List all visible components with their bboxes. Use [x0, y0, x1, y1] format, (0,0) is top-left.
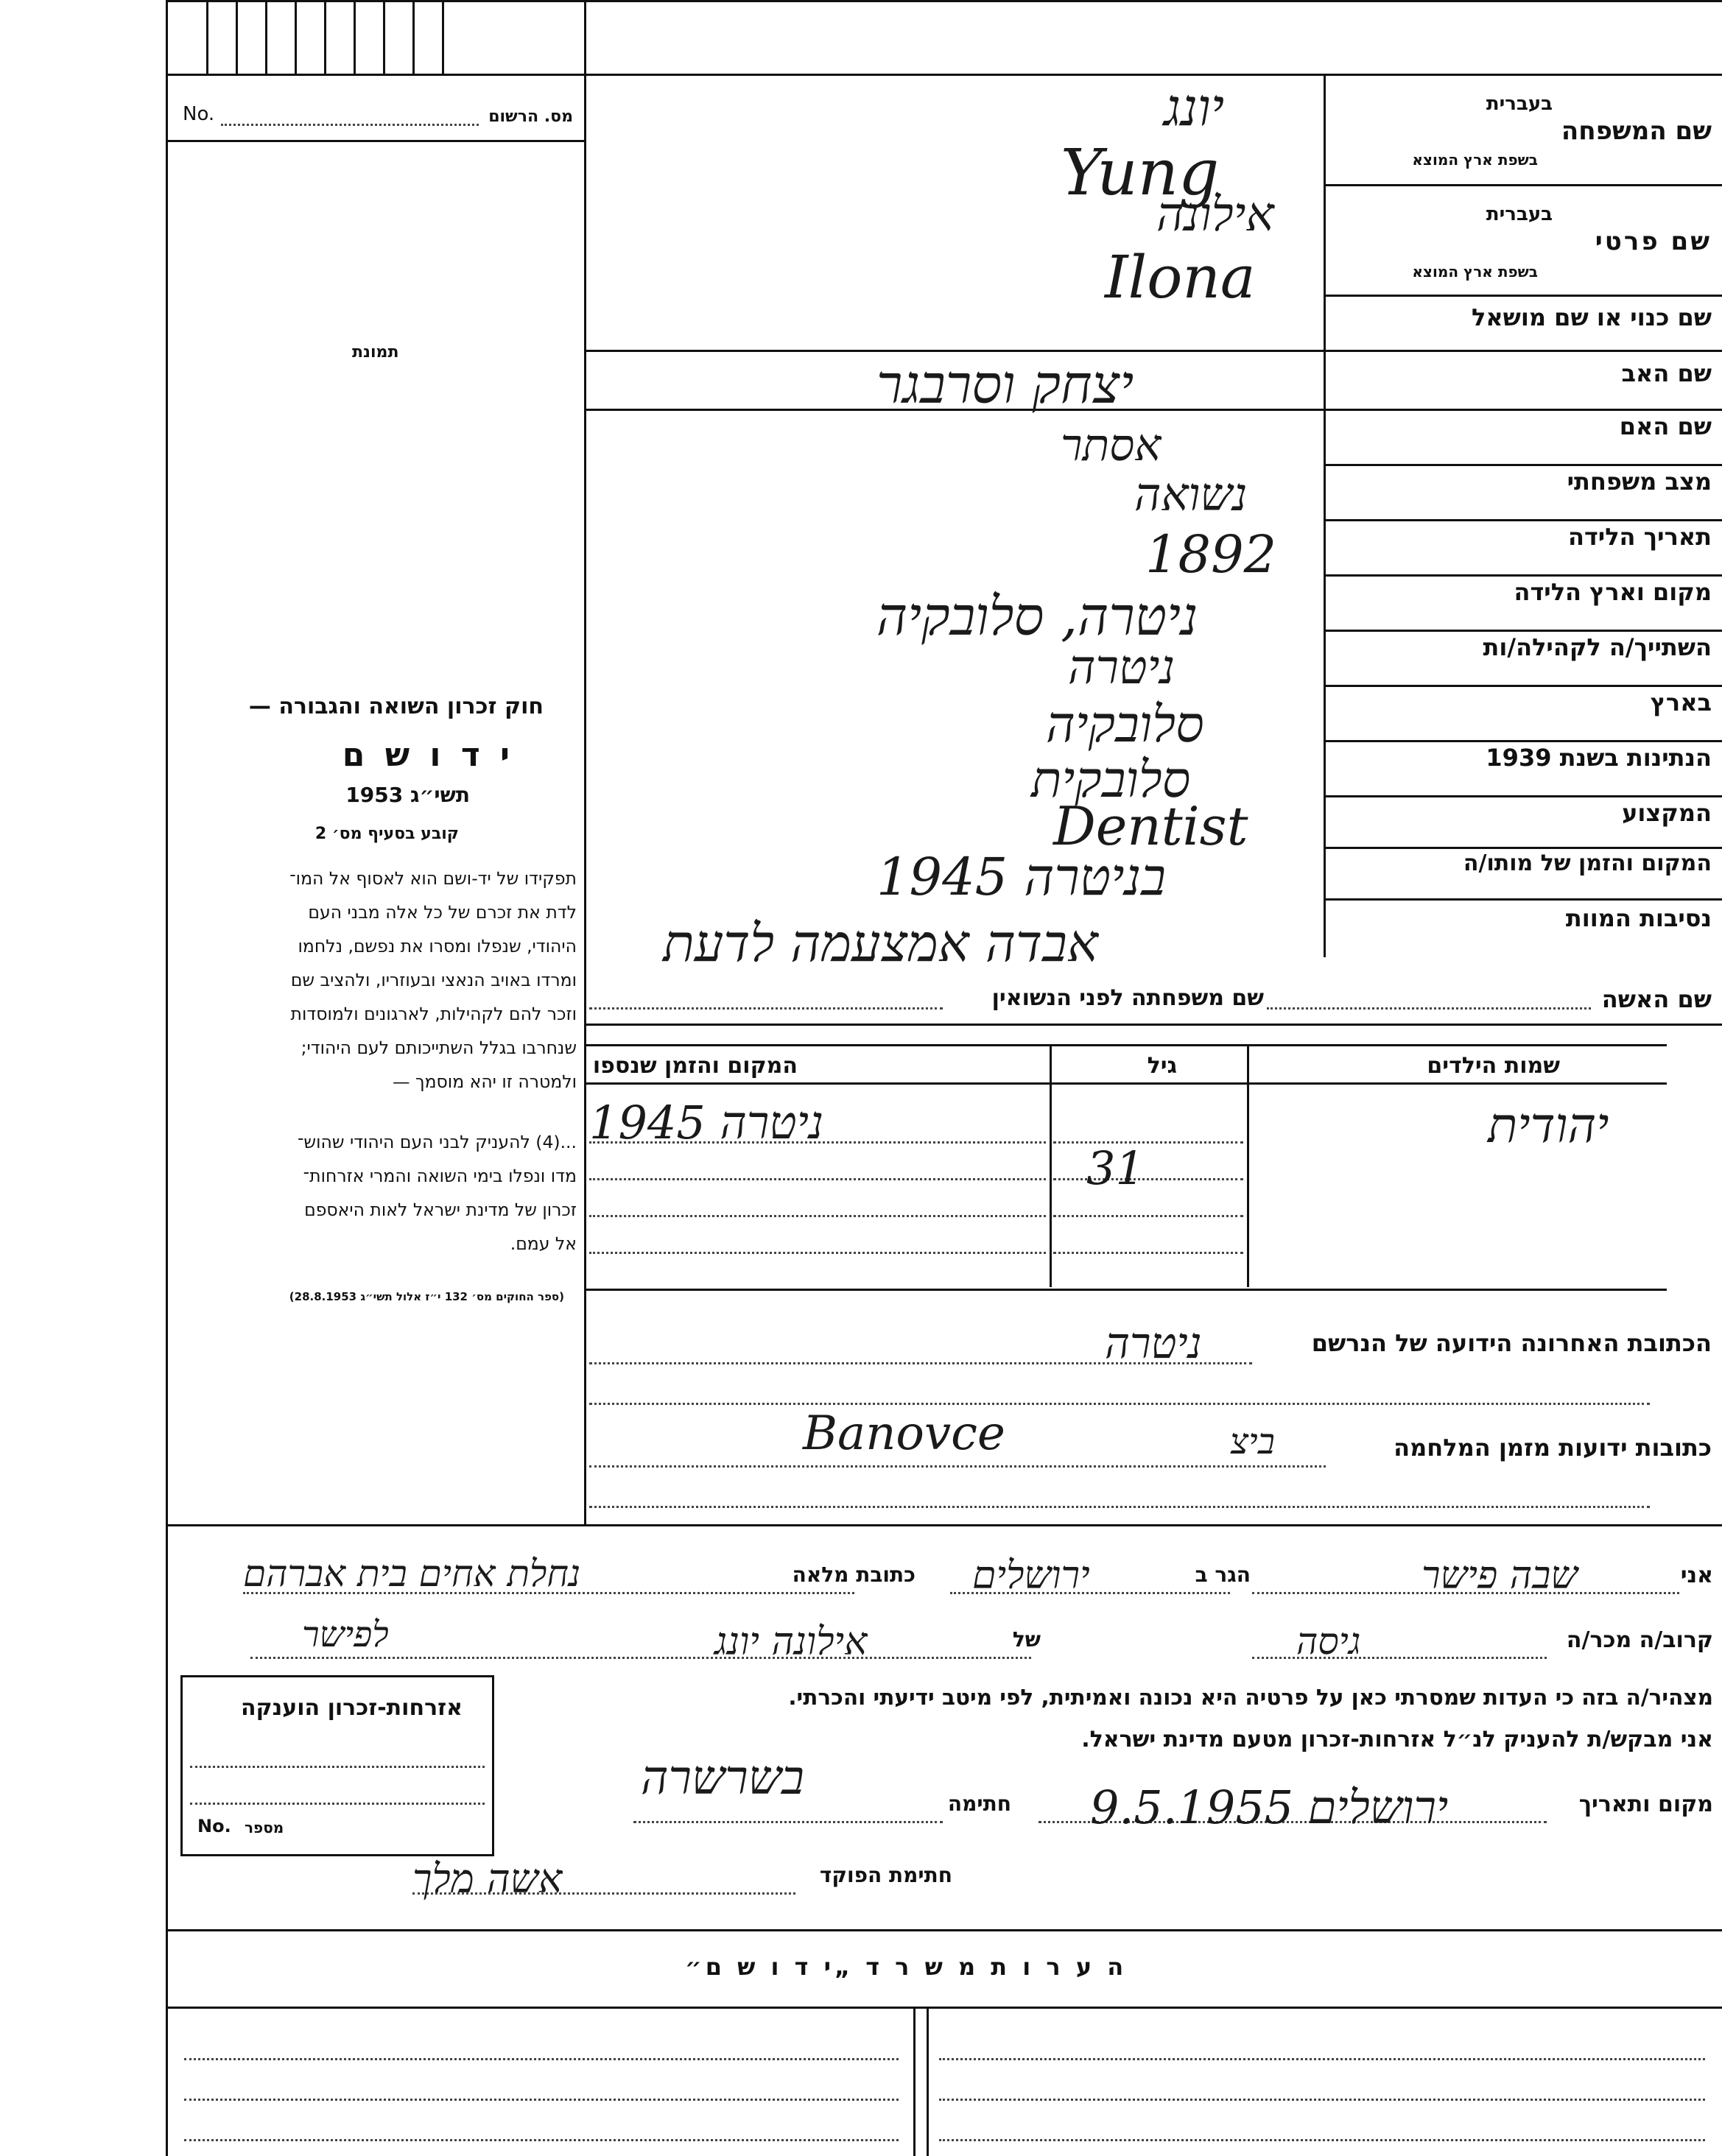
hw-relative-of: אילונה יונג	[714, 1620, 868, 1664]
label-death-place-time: המקום והזמן של מותו/ה	[1463, 850, 1712, 876]
hw-decl-city: ירושלים	[972, 1554, 1090, 1598]
remarks-line	[184, 2139, 899, 2141]
law-line: אל עמם.	[510, 1233, 577, 1254]
maiden-field[interactable]	[589, 1007, 943, 1010]
table-dotted	[1053, 1252, 1243, 1254]
table-dotted	[589, 1215, 1046, 1217]
hw-suffix: לפישר	[302, 1614, 389, 1655]
law-line: ומרדו באויב הנאצי ובעוזריו, ולהציב שם	[290, 970, 577, 990]
top-border	[166, 0, 1722, 2]
in-hebrew-2: בעברית	[1486, 203, 1553, 225]
signature-field[interactable]	[633, 1821, 943, 1823]
remarks-divider	[927, 2007, 929, 2156]
table-dotted	[589, 1252, 1046, 1254]
label-nickname: שם כנוי או שם מושאל	[1471, 303, 1712, 331]
label-children: שמות הילדים	[1427, 1053, 1560, 1079]
table-dotted	[1053, 1178, 1243, 1180]
label-first-name: שם פרטי	[1595, 227, 1712, 256]
hw-profession: Dentist	[1053, 795, 1248, 857]
law-section: קובע בסעיף מס׳ 2	[314, 825, 459, 843]
remarks-top	[166, 2007, 1722, 2009]
hw-war-address-orig: Banovce	[803, 1406, 1005, 1461]
address-line	[589, 1403, 1650, 1405]
label-birth-place: מקום וארץ הלידה	[1514, 578, 1712, 606]
hw-death: 1945 בניטרה	[876, 847, 1166, 907]
citizenship-no: No.	[197, 1816, 231, 1836]
label-nationality: הנתינות בשנת 1939	[1486, 744, 1712, 772]
label-maiden: שם משפחתה לפני הנשואין	[991, 985, 1264, 1011]
remarks-line	[939, 2058, 1705, 2060]
photo-label: תמונת	[352, 343, 399, 362]
hw-child-perished: 1945 ניטרה	[589, 1096, 824, 1149]
law-line: שנחרבו בגלל השתייכותם לעם היהודי;	[301, 1038, 577, 1058]
law-title: חוק זכרון השואה והגבורה —	[248, 694, 544, 719]
field-label-divider	[1324, 74, 1326, 957]
origin-lang-1: בשפת ארץ המוצא	[1412, 151, 1538, 169]
row-line	[1324, 295, 1722, 297]
address-line	[589, 1506, 1650, 1508]
hw-decl-addr: נחלת אחים בית אברהם	[243, 1552, 581, 1595]
row-line	[1324, 574, 1722, 577]
decl-line-4: אני מבקש/ת להעניק לנ״ל אזרחות-זכרון מטעם מדינת ישראל.	[1081, 1727, 1713, 1752]
relative-of-field[interactable]	[250, 1657, 1031, 1659]
law-para-1	[175, 862, 577, 1099]
citizenship-line	[190, 1766, 485, 1768]
hw-death-circ: אבדה אמצעמה לדעת	[663, 913, 1098, 973]
citizenship-title: אזרחות-זכרון הוענקה	[240, 1695, 463, 1721]
law-line: ...(4) להעניק לבני העם היהודי שהוש־	[297, 1132, 577, 1152]
hw-nationality: סלובקית	[1031, 751, 1191, 809]
grid-cell-line	[412, 0, 415, 74]
decl-ani: אני	[1680, 1563, 1713, 1588]
label-war-addresses: כתובות ידועות מזמן המלחמה	[1394, 1434, 1712, 1462]
label-last-address: הכתובת האחרונה הידועה של הנרשם	[1311, 1329, 1712, 1357]
reg-no-field[interactable]	[221, 124, 479, 126]
law-line: לדת את זכרם של כל אלה מבני העם	[308, 902, 577, 923]
law-year: תשי״ג 1953	[345, 783, 470, 807]
hw-family-orig: Yung	[1061, 136, 1220, 210]
hw-father: יצחק וסרבגר	[876, 353, 1134, 415]
remarks-title: ה ע ר ו ת מ ש ר ד „י ד ו ש ם״	[685, 1953, 1128, 1981]
grid-cell-line	[442, 0, 444, 74]
citizenship-number-label: מספר	[245, 1819, 284, 1836]
section-divider	[166, 1929, 1722, 1931]
grid-cell-line	[236, 0, 238, 74]
law-line: מדו ונפלו בימי השואה והמרי אזרחות־	[303, 1166, 577, 1186]
table-dotted	[589, 1178, 1046, 1180]
law-line: וזכר להם לקהילות, לארגונים ולמוסדות	[290, 1004, 577, 1024]
top-grid-bottom	[166, 74, 1722, 76]
row-line	[1324, 795, 1722, 797]
label-wife: שם האשה	[1601, 985, 1712, 1013]
hw-child-age: 31	[1086, 1141, 1145, 1195]
table-row-line	[584, 1082, 1667, 1085]
law-line: היהודי, שנפלו ומסרו את נפשם, נלחמו	[298, 936, 577, 957]
hw-place-date: ירושלים 9.5.1955	[1090, 1780, 1449, 1834]
row-line	[584, 1024, 1722, 1026]
decl-work-addr: כתובת מלאה	[792, 1563, 916, 1587]
hw-marital: נשואה	[1134, 468, 1248, 521]
yadvashem-title: י ד ו ש ם	[342, 736, 514, 774]
table-dotted	[1053, 1215, 1243, 1217]
table-top	[584, 1044, 1667, 1046]
law-para-2	[175, 1125, 577, 1261]
in-hebrew-1: בעברית	[1486, 93, 1553, 115]
section-divider	[166, 1524, 1722, 1526]
hw-birth-year: 1892	[1145, 524, 1277, 585]
label-age: גיל	[1147, 1053, 1177, 1079]
handwriting-margin	[1324, 898, 1326, 957]
decl-officer: חתימת הפוקד	[819, 1863, 952, 1887]
decl-place-date: מקום ותאריך	[1578, 1792, 1713, 1817]
row-line	[1324, 898, 1722, 901]
row-line	[584, 350, 1722, 352]
citizenship-box	[180, 1675, 494, 1856]
row-line	[1324, 847, 1722, 849]
label-family-name: שם המשפחה	[1561, 116, 1712, 146]
label-marital: מצב משפחתי	[1567, 468, 1712, 496]
hw-community: ניטרה	[1068, 641, 1175, 695]
table-col	[1247, 1044, 1249, 1287]
table-bottom	[584, 1289, 1667, 1291]
wife-field[interactable]	[1267, 1007, 1591, 1010]
hw-family-he: יונג	[1164, 77, 1225, 138]
hw-country: סלובקיה	[1046, 696, 1204, 754]
law-line: זכרון של מדינת ישראל לאות היאספם	[304, 1199, 577, 1220]
decl-line-3: מצהיר/ה בזה כי העדות שמסרתי כאן על פרטיה היא נכונה ואמיתית, לפי מיטב ידיעתי והכרתי.	[788, 1685, 1713, 1710]
grid-cell-line	[354, 0, 356, 74]
row-line	[1324, 519, 1722, 521]
grid-cell-line	[206, 0, 208, 74]
table-col	[1050, 1044, 1052, 1287]
label-death-circ: נסיבות המוות	[1565, 904, 1712, 932]
hw-officer-sig: אשה מלך	[412, 1856, 563, 1902]
remarks-line	[184, 2058, 899, 2060]
law-line: תפקידו של יד-ושם הוא לאסוף אל המו־	[289, 868, 577, 889]
hw-first-orig: Ilona	[1105, 243, 1256, 311]
label-birth-date: תאריך הלידה	[1567, 523, 1712, 551]
hw-last-address: ניטרה	[1105, 1318, 1202, 1368]
law-footnote: (ספר החוקים מס׳ 132 י״ז אלול תשי״ג 28.8.1953)	[289, 1290, 564, 1303]
label-father: שם האב	[1621, 359, 1712, 387]
remarks-line	[184, 2099, 899, 2101]
grid-cell-line	[324, 0, 326, 74]
hw-birth-place: ניטרה, סלובקיה	[876, 585, 1198, 647]
citizenship-line	[190, 1803, 485, 1805]
center-divider	[584, 0, 586, 1524]
hw-mother: אסתר	[1061, 420, 1162, 471]
label-mother: שם האם	[1619, 412, 1712, 440]
row-line	[1324, 630, 1722, 632]
grid-cell-line	[265, 0, 267, 74]
decl-of: של	[1012, 1627, 1041, 1652]
law-line: ולמטרה זו יהא מוסמך —	[392, 1071, 577, 1092]
grid-cell-line	[383, 0, 385, 74]
reg-no-hebrew: מס. הרשום	[488, 108, 573, 126]
label-perished: המקום והזמן שנספו	[592, 1053, 798, 1079]
hw-signature: בשרשרה	[641, 1751, 804, 1806]
table-dotted	[1053, 1141, 1243, 1144]
row-line	[584, 409, 1722, 411]
hw-first-he: אילונה	[1156, 188, 1274, 242]
decl-relative: קרוב/ה מכר/ה	[1566, 1627, 1713, 1653]
remarks-line	[939, 2099, 1705, 2101]
reg-no-divider	[166, 140, 584, 142]
hw-decl-name: שבה פישר	[1421, 1554, 1578, 1598]
origin-lang-2: בשפת ארץ המוצא	[1412, 263, 1538, 281]
hw-child-name: יהודית	[1488, 1097, 1609, 1154]
label-community: השתייך/ה לקהילה/ות	[1483, 633, 1712, 661]
remarks-divider	[913, 2007, 916, 2156]
hw-war-address-he: ביצ	[1230, 1421, 1275, 1462]
label-profession: המקצוע	[1622, 799, 1712, 827]
remarks-line	[939, 2139, 1705, 2141]
row-line	[1324, 685, 1722, 687]
photo-area	[177, 147, 574, 648]
decl-resides: הגר ב	[1195, 1563, 1251, 1587]
row-line	[1324, 184, 1722, 186]
row-line	[1324, 740, 1722, 742]
row-line	[1324, 464, 1722, 466]
reg-no-label: No.	[183, 103, 215, 125]
hw-relation: גיסה	[1296, 1620, 1361, 1663]
war-address-field[interactable]	[589, 1465, 1326, 1468]
left-border	[166, 0, 168, 2156]
label-country: בארץ	[1650, 688, 1712, 716]
grid-cell-line	[295, 0, 297, 74]
decl-signature: חתימה	[947, 1792, 1011, 1816]
